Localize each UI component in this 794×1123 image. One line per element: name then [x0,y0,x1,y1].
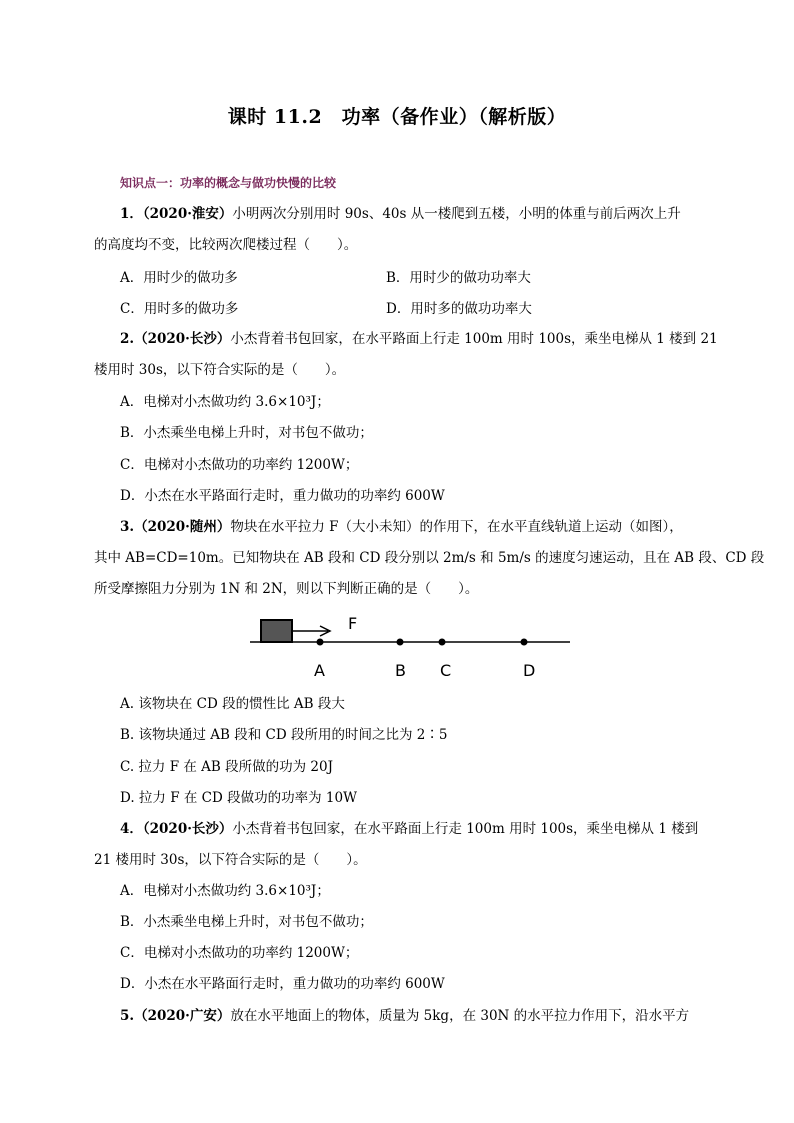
question-3-label: 3.（2020·随州） [120,519,231,535]
question-1-text: 小明两次分别用时 90s、40s 从一楼爬到五楼，小明的体重与前后两次上升 [232,206,681,222]
question-4-label: 4．（2020·长沙） [120,821,233,837]
point-a-label: A [314,661,325,680]
question-1-option-b: B．用时少的做功功率大 [386,270,531,286]
point-c-label: C [440,661,452,680]
question-3-option-a: A. 该物块在 CD 段的惯性比 AB 段大 [120,696,345,712]
question-3-line-2: 其中 AB=CD=10m。已知物块在 AB 段和 CD 段分别以 2m/s 和 5m/s 的速度匀速运动，且在 AB 段、CD 段 [94,550,765,566]
question-1-line-2: 的高度均不变，比较两次爬楼过程（ ）。 [94,237,358,253]
point-c [439,639,446,646]
question-1-option-a: A．用时少的做功多 [120,270,238,286]
question-3-option-d: D. 拉力 F 在 CD 段做功的功率为 10W [120,790,357,806]
question-2-line-2: 楼用时 30s，以下符合实际的是（ ）。 [94,362,346,378]
question-2-option-a: A．电梯对小杰做功约 3.6×10³J； [120,394,330,410]
point-d-label: D [523,661,536,680]
block [261,620,292,642]
question-5-line-1 [120,1007,689,1025]
question-4-option-b: B．小杰乘坐电梯上升时，对书包不做功； [120,914,373,930]
question-2-option-d: D．小杰在水平路面行走时，重力做功的功率约 600W [120,488,445,504]
question-2-line-1 [120,330,718,348]
page-title: 课时 11.2 功率（备作业）（解析版） [227,106,567,128]
question-2-option-b: B．小杰乘坐电梯上升时，对书包不做功； [120,425,373,441]
point-b-label: B [395,661,406,680]
question-3-diagram [250,614,580,684]
question-3-option-b: B. 该物块通过 AB 段和 CD 段所用的时间之比为 2∶5 [120,727,448,743]
point-b [397,639,404,646]
point-d [521,639,528,646]
question-1-option-d: D．用时多的做功功率大 [386,301,532,317]
force-label: F [348,614,358,633]
question-4-option-c: C．电梯对小杰做功的功率约 1200W； [120,945,359,961]
question-2-label: 2.（2020·长沙） [120,331,231,347]
question-3-line-1 [120,518,683,536]
question-5-text: 放在水平地面上的物体，质量为 5kg，在 30N 的水平拉力作用下，沿水平方 [230,1008,690,1024]
question-2-option-c: C．电梯对小杰做功的功率约 1200W； [120,457,359,473]
question-4-option-a: A．电梯对小杰做功约 3.6×10³J； [120,883,330,899]
question-3-text: 物块在水平拉力 F（大小未知）的作用下，在水平直线轨道上运动（如图）， [230,519,683,535]
question-4-text: 小杰背着书包回家，在水平路面上行走 100m 用时 100s，乘坐电梯从 1 楼到 [232,821,699,837]
question-1-label: 1．（2020·淮安） [120,206,233,222]
question-5-label: 5.（2020·广安） [120,1008,231,1024]
question-3-option-c: C. 拉力 F 在 AB 段所做的功为 20J [120,759,334,775]
question-1-option-c: C．用时多的做功多 [120,301,239,317]
section-heading: 知识点一：功率的概念与做功快慢的比较 [120,176,337,190]
question-4-line-2: 21 楼用时 30s，以下符合实际的是（ ）。 [94,852,367,868]
question-4-line-1 [120,820,698,838]
question-1-line-1 [120,205,681,223]
point-a [317,639,324,646]
question-3-line-3: 所受摩擦阻力分别为 1N 和 2N，则以下判断正确的是（ ）。 [94,581,479,597]
question-2-text: 小杰背着书包回家，在水平路面上行走 100m 用时 100s，乘坐电梯从 1 楼到 21 [230,331,718,347]
question-4-option-d: D．小杰在水平路面行走时，重力做功的功率约 600W [120,976,445,992]
